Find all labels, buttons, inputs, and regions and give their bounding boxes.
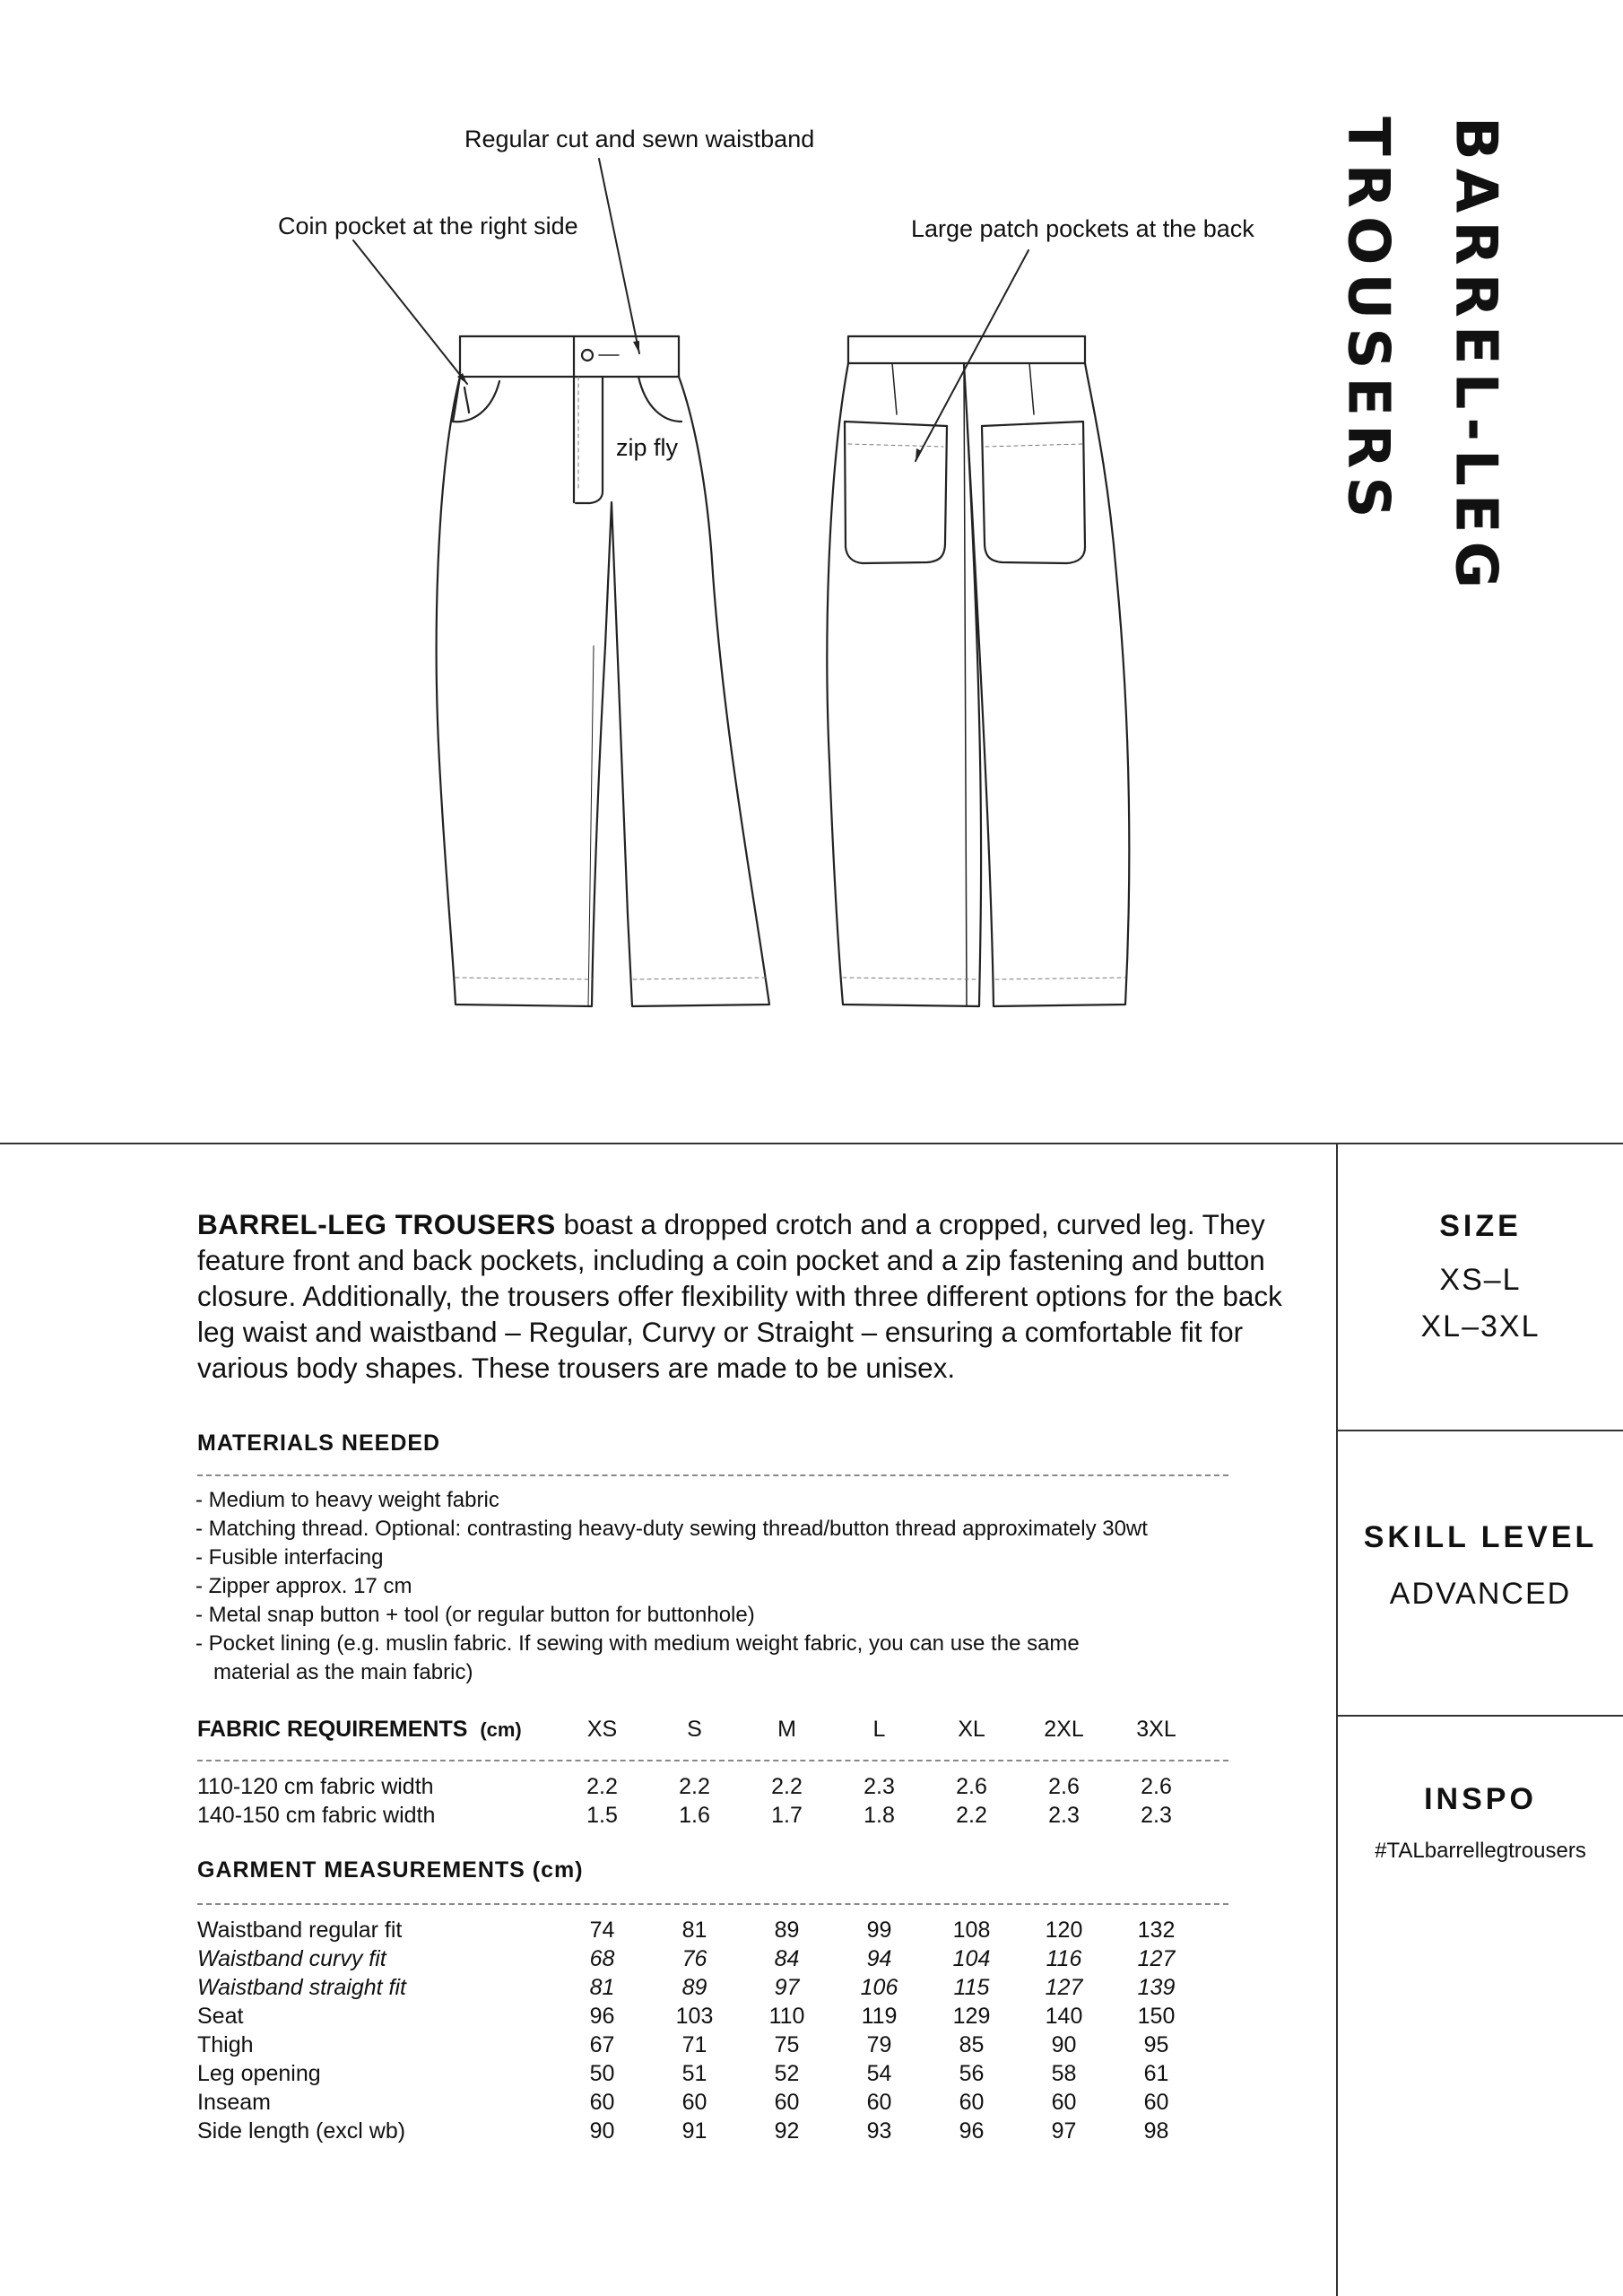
table-cell: 132 [1137, 1917, 1176, 1943]
divider-sidebar-2 [1336, 1715, 1623, 1717]
materials-divider [197, 1474, 1228, 1476]
coin-pocket-callout: Coin pocket at the right side [278, 213, 578, 239]
table-cell: 2.6 [956, 1773, 987, 1799]
title-line-1: BARREL-LEG [1442, 117, 1509, 596]
size-col-xl: XL [958, 1716, 985, 1742]
table-row [197, 1772, 1202, 1801]
patch-pocket-leader [916, 250, 1028, 461]
materials-item: - Fusible interfacing [195, 1545, 384, 1570]
size-col-m: M [777, 1716, 796, 1742]
table-cell: 115 [953, 1974, 990, 2000]
table-cell: 51 [681, 2060, 707, 2086]
table-cell: 50 [589, 2060, 615, 2086]
table-cell: 2.3 [1048, 1802, 1080, 1828]
table-cell: 90 [589, 2118, 615, 2144]
table-cell: 52 [774, 2060, 800, 2086]
table-cell: 60 [681, 2089, 707, 2115]
size-heading: SIZE [1439, 1209, 1522, 1243]
table-cell: 120 [1045, 1917, 1083, 1943]
table-cell: 129 [952, 2003, 991, 2029]
size-col-l: L [872, 1716, 886, 1742]
table-cell: 98 [1143, 2118, 1169, 2144]
table-cell: 79 [866, 2031, 892, 2057]
table-cell: 93 [866, 2118, 892, 2144]
materials-item: - Matching thread. Optional: contrasting heavy-duty sewing thread/button thread approximately 30wt [195, 1517, 1148, 1541]
materials-item: material as the main fabric) [195, 1660, 473, 1684]
table-cell: 90 [1051, 2031, 1077, 2057]
table-cell: 119 [861, 2003, 898, 2029]
skill-level-value: ADVANCED [1389, 1577, 1572, 1611]
divider-sidebar-1 [1336, 1430, 1623, 1431]
row-label: Waistband straight fit [197, 1974, 406, 2000]
fabric-unit: (cm) [480, 1718, 522, 1741]
table-cell: 60 [866, 2089, 892, 2115]
table-cell: 110 [768, 2003, 805, 2029]
materials-item: - Medium to heavy weight fabric [195, 1488, 499, 1512]
row-label: Seat [197, 2003, 244, 2029]
materials-heading: MATERIALS NEEDED [197, 1431, 441, 1456]
materials-item: - Pocket lining (e.g. muslin fabric. If sewing with medium weight fabric, you can use the same [195, 1631, 1080, 1656]
table-cell: 2.2 [679, 1773, 710, 1799]
table-cell: 1.6 [679, 1802, 710, 1828]
table-cell: 1.7 [771, 1802, 803, 1828]
table-row [197, 2002, 1202, 2031]
table-cell: 99 [866, 1917, 892, 1943]
intro-lead: BARREL-LEG TROUSERS [197, 1208, 556, 1240]
table-cell: 127 [1045, 1974, 1083, 2000]
row-label: Side length (excl wb) [197, 2118, 406, 2144]
table-cell: 95 [1143, 2031, 1169, 2057]
row-label: Thigh [197, 2031, 254, 2057]
table-cell: 68 [589, 1945, 615, 1971]
table-cell: 106 [860, 1974, 898, 2000]
patch-pockets-callout: Large patch pockets at the back [911, 215, 1254, 242]
technical-drawing [0, 0, 1623, 1076]
intro-text: boast a dropped crotch and a cropped, curved leg. They feature front and back pockets, including a coin pocket and a zip fastening and button closure. Additionally, the trousers offer flexibility with three different options for the back leg waist and waistband – Regular, Curvy or Straight – ensuring a comfortable fit for various body shapes. These trousers are made to be unisex. [197, 1208, 1282, 1384]
table-cell: 97 [774, 1974, 800, 2000]
table-cell: 2.2 [956, 1802, 987, 1828]
table-row [197, 1973, 1202, 2002]
table-cell: 60 [1143, 2089, 1169, 2115]
table-cell: 140 [1045, 2003, 1083, 2029]
table-cell: 116 [1046, 1945, 1082, 1971]
table-cell: 61 [1143, 2060, 1169, 2086]
table-cell: 150 [1137, 2003, 1176, 2029]
coin-pocket-leader [353, 240, 467, 384]
table-row [197, 2088, 1202, 2117]
table-cell: 2.6 [1141, 1773, 1172, 1799]
garment-table [197, 1916, 1202, 2145]
table-cell: 71 [681, 2031, 707, 2057]
table-cell: 89 [681, 1974, 707, 2000]
garment-divider [197, 1903, 1228, 1905]
table-cell: 75 [774, 2031, 800, 2057]
title-line-2: TROUSERS [1334, 117, 1402, 526]
table-cell: 92 [774, 2118, 800, 2144]
table-cell: 2.2 [771, 1773, 803, 1799]
table-row [197, 2031, 1202, 2059]
table-cell: 96 [589, 2003, 615, 2029]
table-row [197, 1801, 1202, 1830]
table-cell: 56 [959, 2060, 985, 2086]
front-view-trousers [437, 336, 769, 1006]
table-cell: 81 [681, 1917, 707, 1943]
size-col-2xl: 2XL [1044, 1716, 1084, 1742]
fabric-heading-cell [197, 1715, 556, 1744]
table-cell: 94 [866, 1945, 892, 1971]
table-cell: 60 [959, 2089, 985, 2115]
size-col-s: S [687, 1716, 702, 1742]
size-range-1: XS–L [1439, 1263, 1522, 1297]
table-cell: 67 [589, 2031, 615, 2057]
table-cell: 60 [589, 2089, 615, 2115]
inspo-hashtag: #TALbarrellegtrousers [1375, 1839, 1586, 1863]
table-cell: 104 [952, 1945, 991, 1971]
size-col-xs: XS [586, 1716, 618, 1742]
table-cell: 54 [866, 2060, 892, 2086]
table-cell: 1.8 [864, 1802, 895, 1828]
table-cell: 2.3 [864, 1773, 895, 1799]
table-cell: 60 [1051, 2089, 1077, 2115]
table-cell: 58 [1051, 2060, 1077, 2086]
zip-fly-label: zip fly [616, 434, 679, 461]
size-range-2: XL–3XL [1420, 1309, 1541, 1344]
table-row [197, 2059, 1202, 2088]
row-label: 110-120 cm fabric width [197, 1773, 434, 1799]
table-cell: 96 [959, 2118, 985, 2144]
table-cell: 76 [681, 1945, 707, 1971]
back-view-trousers [827, 336, 1129, 1006]
table-cell: 97 [1051, 2118, 1077, 2144]
row-label: Waistband regular fit [197, 1917, 403, 1943]
table-cell: 89 [774, 1917, 800, 1943]
materials-list [195, 1486, 1148, 1687]
row-label: Inseam [197, 2089, 271, 2115]
row-label: Leg opening [197, 2060, 321, 2086]
fabric-divider [197, 1760, 1228, 1761]
fabric-table [197, 1772, 1202, 1830]
table-cell: 139 [1137, 1974, 1176, 2000]
table-cell: 108 [952, 1917, 991, 1943]
garment-heading: GARMENT MEASUREMENTS (cm) [197, 1857, 584, 1883]
table-row [197, 2117, 1202, 2145]
waistband-callout: Regular cut and sewn waistband [464, 126, 815, 152]
intro-paragraph [197, 1206, 1309, 1386]
skill-level-heading: SKILL LEVEL [1363, 1520, 1598, 1554]
table-cell: 2.3 [1141, 1802, 1172, 1828]
table-cell: 85 [959, 2031, 985, 2057]
materials-item: - Zipper approx. 17 cm [195, 1574, 412, 1598]
table-row [197, 1916, 1202, 1944]
table-cell: 91 [681, 2118, 707, 2144]
table-cell: 127 [1137, 1945, 1176, 1971]
table-row [197, 1944, 1202, 1973]
materials-item: - Metal snap button + tool (or regular button for buttonhole) [195, 1603, 755, 1627]
row-label: 140-150 cm fabric width [197, 1802, 436, 1828]
table-cell: 74 [589, 1917, 615, 1943]
table-cell: 1.5 [586, 1802, 618, 1828]
table-cell: 103 [675, 2003, 714, 2029]
table-cell: 2.6 [1048, 1773, 1080, 1799]
table-cell: 60 [774, 2089, 800, 2115]
waistband-leader [599, 159, 639, 353]
table-cell: 2.2 [586, 1773, 618, 1799]
fabric-heading: FABRIC REQUIREMENTS [197, 1716, 468, 1742]
table-cell: 84 [774, 1945, 800, 1971]
inspo-heading: INSPO [1424, 1782, 1537, 1816]
row-label: Waistband curvy fit [197, 1945, 386, 1971]
size-col-3xl: 3XL [1136, 1716, 1176, 1742]
table-cell: 81 [589, 1974, 615, 2000]
fabric-header-table [197, 1715, 1202, 1744]
divider-main [0, 1143, 1623, 1144]
